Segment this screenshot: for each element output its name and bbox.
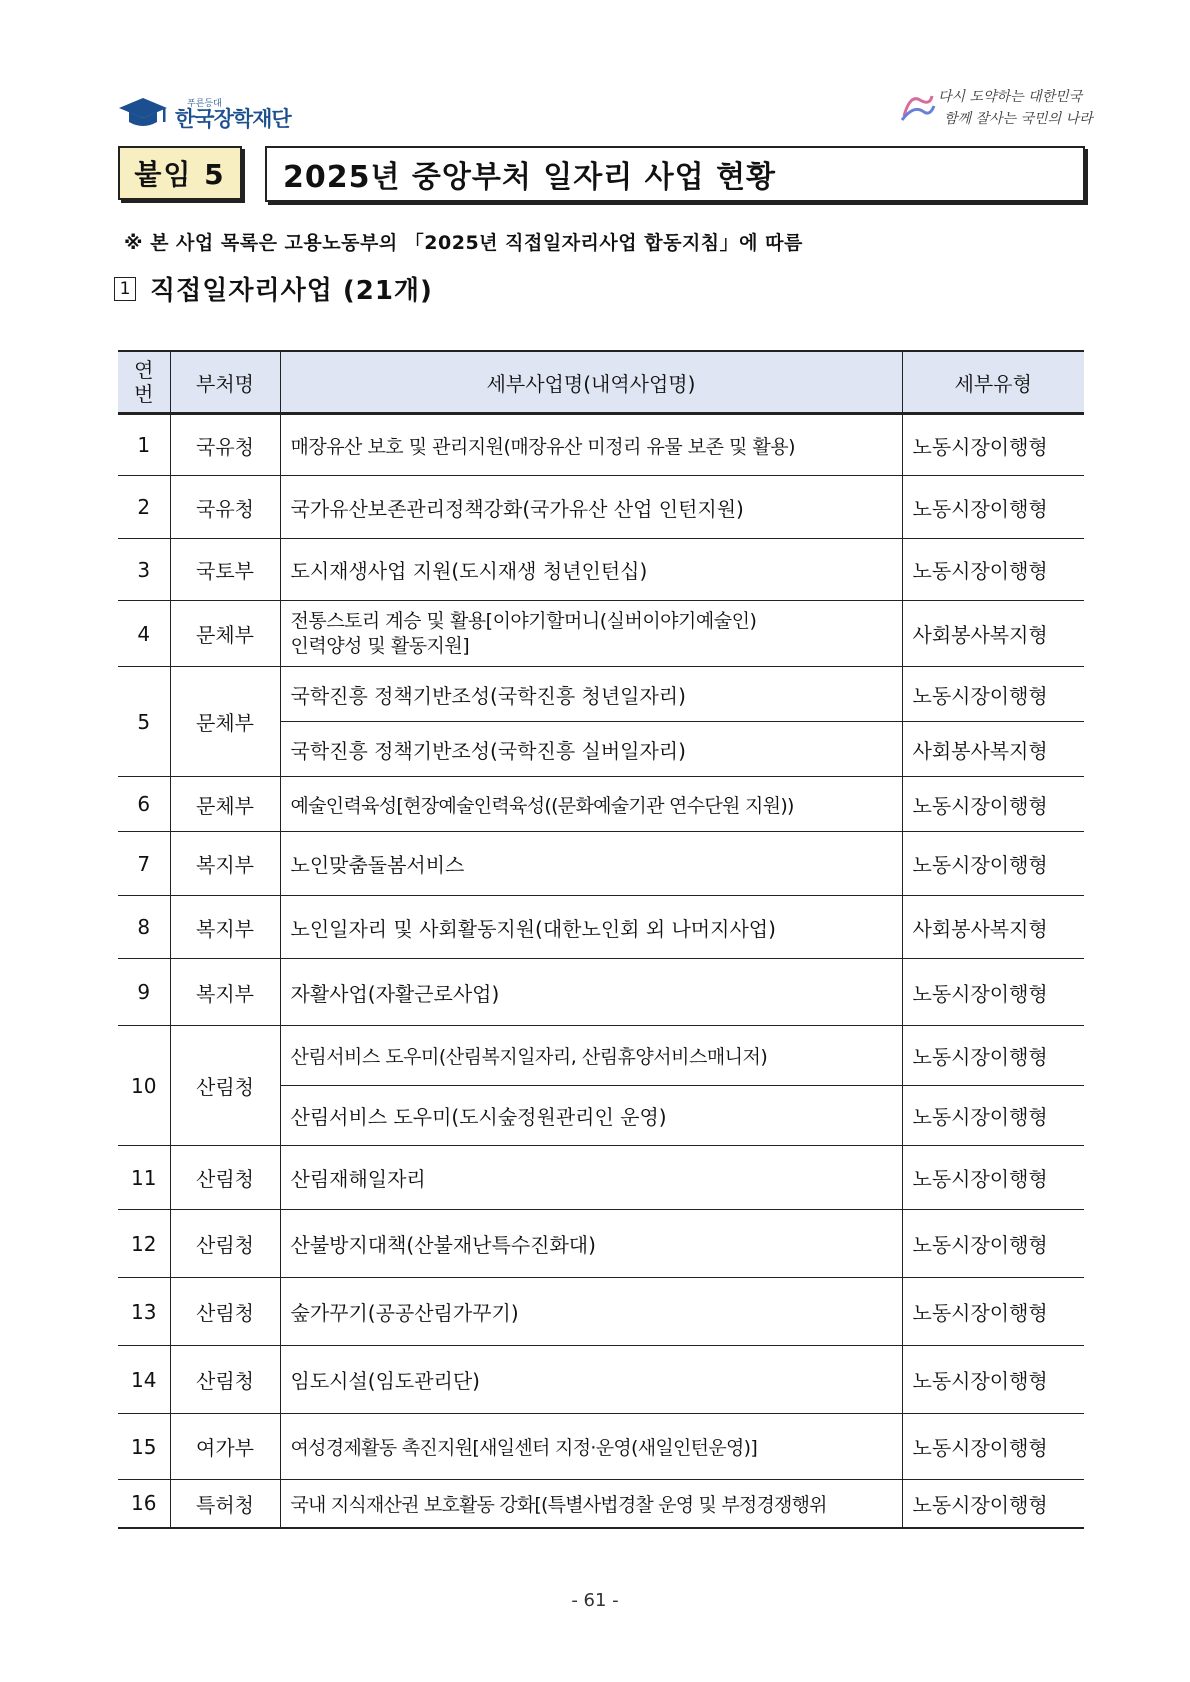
row-ministry: 산림청 (170, 1146, 280, 1210)
row-ministry: 복지부 (170, 959, 280, 1026)
table-row (118, 601, 1084, 667)
row-project: 국가유산보존관리정책강화(국가유산 산업 인턴지원) (280, 476, 902, 539)
job-projects-table (118, 350, 1084, 1529)
row-type: 노동시장이행형 (902, 1146, 1084, 1210)
row-project: 매장유산 보호 및 관리지원(매장유산 미정리 유물 보존 및 활용) (280, 414, 902, 476)
row-type: 노동시장이행형 (902, 832, 1084, 896)
table-row (118, 777, 1084, 832)
row-number: 14 (118, 1346, 170, 1414)
row-project: 여성경제활동 촉진지원[새일센터 지정·운영(새일인턴운영)] (280, 1414, 902, 1480)
row-project: 임도시설(임도관리단) (280, 1346, 902, 1414)
row-ministry: 문체부 (170, 601, 280, 667)
row-ministry: 국유청 (170, 414, 280, 476)
row-ministry: 문체부 (170, 667, 280, 777)
row-number: 3 (118, 539, 170, 601)
table-row (118, 1346, 1084, 1414)
row-project: 노인일자리 및 사회활동지원(대한노인회 외 나머지사업) (280, 896, 902, 959)
row-project: 산불방지대책(산불재난특수진화대) (280, 1210, 902, 1278)
row-type: 노동시장이행형 (902, 539, 1084, 601)
row-number: 11 (118, 1146, 170, 1210)
table-row (118, 1278, 1084, 1346)
row-project: 숲가꾸기(공공산림가꾸기) (280, 1278, 902, 1346)
row-number: 6 (118, 777, 170, 832)
table-row (118, 1414, 1084, 1480)
appendix-label: 붙임 5 (118, 146, 242, 200)
section-heading (114, 270, 433, 307)
row-type: 사회봉사복지형 (902, 896, 1084, 959)
row-type: 노동시장이행형 (902, 667, 1084, 722)
page-title: 2025년 중앙부처 일자리 사업 현황 (265, 146, 1085, 202)
table-row (118, 896, 1084, 959)
slogan-line-1: 다시 도약하는 대한민국 (938, 89, 1083, 105)
row-project: 국학진흥 정책기반조성(국학진흥 실버일자리) (280, 722, 902, 777)
row-ministry: 산림청 (170, 1210, 280, 1278)
header-ministry: 부처명 (170, 351, 280, 414)
table-row (118, 414, 1084, 476)
row-project: 국학진흥 정책기반조성(국학진흥 청년일자리) (280, 667, 902, 722)
row-ministry: 산림청 (170, 1026, 280, 1146)
table-row (118, 832, 1084, 896)
table-header-row (118, 351, 1084, 414)
logo-tagline: 푸른등대 (187, 99, 222, 109)
row-project: 산림서비스 도우미(도시숲정원관리인 운영) (280, 1086, 902, 1146)
table-row (118, 959, 1084, 1026)
kosaf-logo (117, 86, 291, 130)
row-project: 전통스토리 계승 및 활용[이야기할머니(실버이야기예술인) 인력양성 및 활동지원] (280, 601, 902, 667)
table-row (118, 667, 1084, 722)
row-ministry: 복지부 (170, 896, 280, 959)
row-type: 노동시장이행형 (902, 1210, 1084, 1278)
row-number: 15 (118, 1414, 170, 1480)
row-type: 노동시장이행형 (902, 1346, 1084, 1414)
row-ministry: 국유청 (170, 476, 280, 539)
slogan-line-2: 함께 잘사는 국민의 나라 (944, 111, 1093, 127)
row-ministry: 여가부 (170, 1414, 280, 1480)
row-ministry: 복지부 (170, 832, 280, 896)
header-no: 연 번 (118, 351, 170, 414)
row-ministry: 국토부 (170, 539, 280, 601)
row-number: 2 (118, 476, 170, 539)
row-type: 노동시장이행형 (902, 476, 1084, 539)
row-number: 9 (118, 959, 170, 1026)
row-type: 사회봉사복지형 (902, 601, 1084, 667)
guideline-note: ※ 본 사업 목록은 고용노동부의 「2025년 직접일자리사업 합동지침」에 따름 (124, 232, 803, 254)
row-number: 7 (118, 832, 170, 896)
header-type: 세부유형 (902, 351, 1084, 414)
row-ministry: 산림청 (170, 1346, 280, 1414)
row-type: 노동시장이행형 (902, 1278, 1084, 1346)
section-number: 1 (114, 277, 136, 301)
row-project: 자활사업(자활근로사업) (280, 959, 902, 1026)
table-row (118, 1210, 1084, 1278)
row-number: 5 (118, 667, 170, 777)
section-title: 직접일자리사업 (21개) (150, 276, 433, 306)
row-type: 노동시장이행형 (902, 1086, 1084, 1146)
row-number: 13 (118, 1278, 170, 1346)
korea-emblem-icon (900, 90, 936, 124)
row-ministry: 산림청 (170, 1278, 280, 1346)
row-type: 노동시장이행형 (902, 959, 1084, 1026)
government-slogan (900, 82, 1093, 132)
row-number: 16 (118, 1480, 170, 1528)
row-project: 도시재생사업 지원(도시재생 청년인턴십) (280, 539, 902, 601)
table-row (118, 1146, 1084, 1210)
row-project: 예술인력육성[현장예술인력육성((문화예술기관 연수단원 지원)) (280, 777, 902, 832)
row-type: 노동시장이행형 (902, 1480, 1084, 1528)
row-number: 8 (118, 896, 170, 959)
row-ministry: 특허청 (170, 1480, 280, 1528)
header-project: 세부사업명(내역사업명) (280, 351, 902, 414)
row-number: 4 (118, 601, 170, 667)
logo-name: 한국장학재단 (175, 107, 291, 131)
graduation-cap-icon (117, 94, 169, 130)
table-row (118, 1026, 1084, 1086)
row-type: 노동시장이행형 (902, 1026, 1084, 1086)
row-project: 산림재해일자리 (280, 1146, 902, 1210)
row-type: 사회봉사복지형 (902, 722, 1084, 777)
row-number: 1 (118, 414, 170, 476)
row-type: 노동시장이행형 (902, 1414, 1084, 1480)
table-row (118, 539, 1084, 601)
row-number: 10 (118, 1026, 170, 1146)
table-row (118, 1480, 1084, 1528)
row-type: 노동시장이행형 (902, 414, 1084, 476)
row-ministry: 문체부 (170, 777, 280, 832)
row-project: 국내 지식재산권 보호활동 강화[(특별사법경찰 운영 및 부정경쟁행위 (280, 1480, 902, 1528)
table-row (118, 476, 1084, 539)
page-number: - 61 - (571, 1590, 619, 1611)
row-number: 12 (118, 1210, 170, 1278)
row-project: 산림서비스 도우미(산림복지일자리, 산림휴양서비스매니저) (280, 1026, 902, 1086)
row-type: 노동시장이행형 (902, 777, 1084, 832)
row-project: 노인맞춤돌봄서비스 (280, 832, 902, 896)
